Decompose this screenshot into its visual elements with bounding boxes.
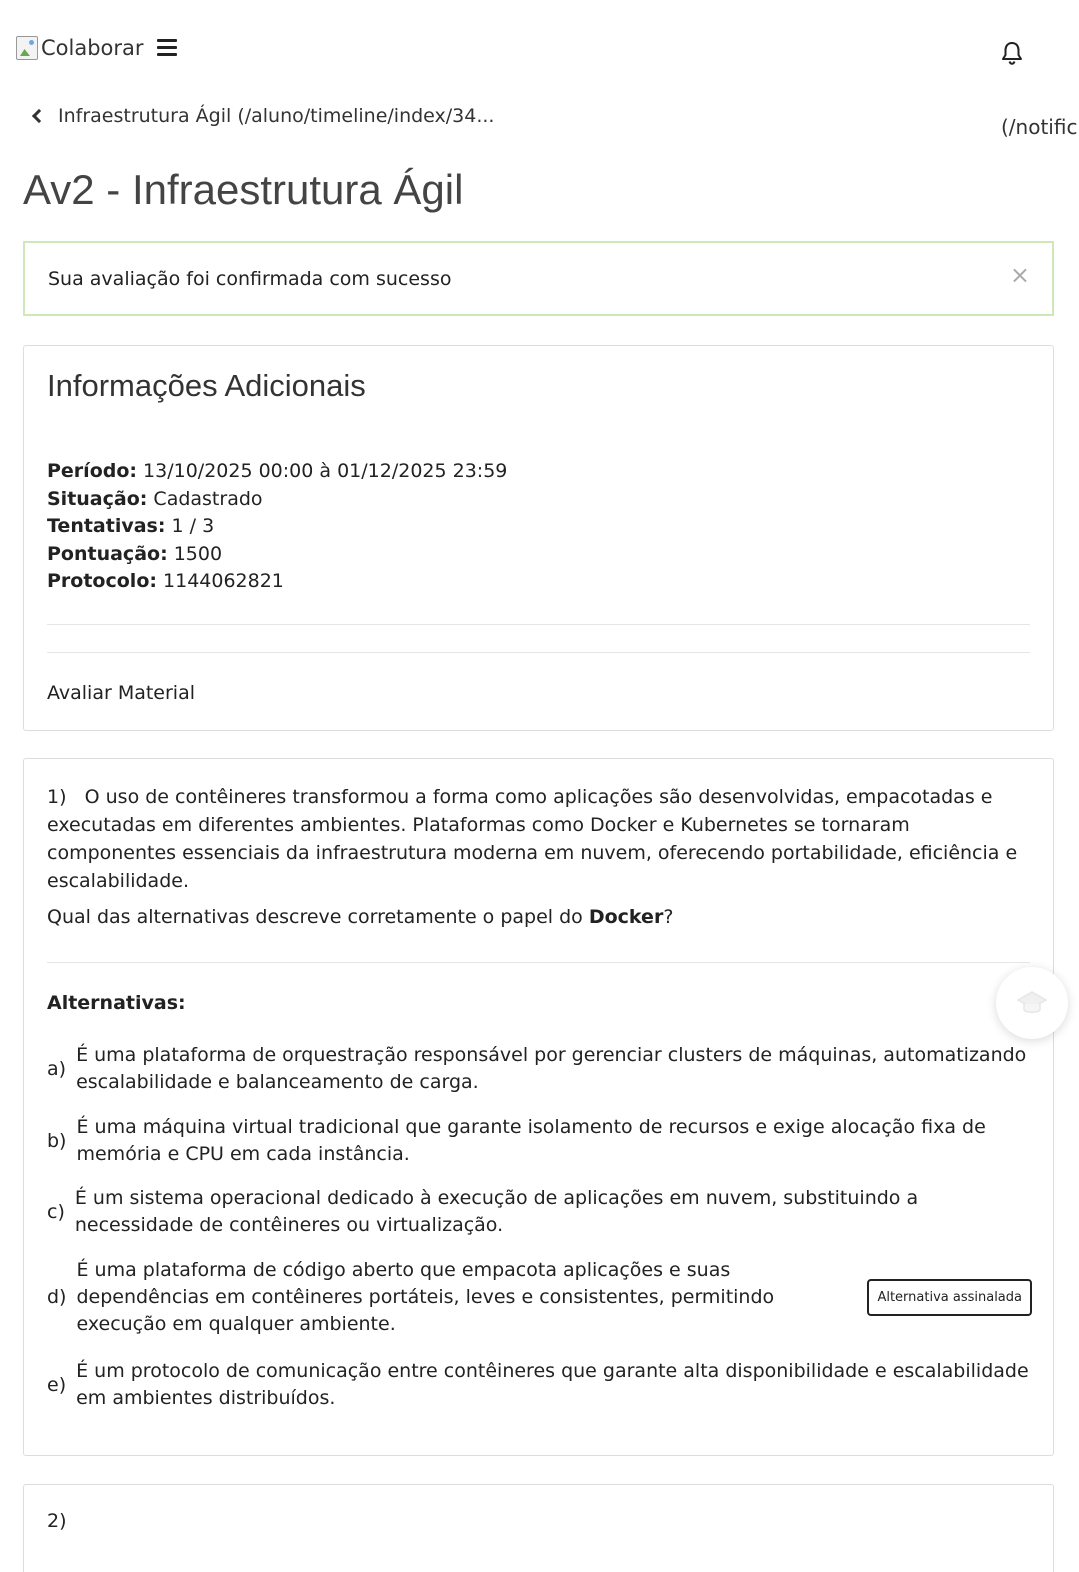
info-list (47, 458, 507, 596)
info-row-situacao: Situação: Cadastrado (47, 487, 263, 510)
info-title: Informações Adicionais (47, 368, 366, 403)
breadcrumb-back-link[interactable] (30, 105, 494, 127)
question-number: 2) (47, 1510, 67, 1532)
question-panel-1 (23, 758, 1054, 1456)
logo[interactable] (16, 36, 144, 60)
divider (47, 652, 1030, 653)
info-row-periodo: Período: 13/10/2025 00:00 à 01/12/2025 23:59 (47, 460, 508, 482)
broken-image-icon (16, 36, 38, 60)
bell-icon[interactable] (1000, 40, 1024, 66)
success-alert (23, 241, 1054, 316)
alternative-d[interactable]: d) É uma plataforma de código aberto que empacota aplicações e suas dependências em contêineres portáteis, leves e consistentes, permitindo execução em qualquer ambiente. Alternativa assinalada (47, 1257, 1032, 1338)
info-row-protocolo: Protocolo: 1144062821 (47, 570, 284, 592)
alternative-c[interactable]: c) É um sistema operacional dedicado à execução de aplicações em nuvem, substituindo a necessidade de contêineres ou virtualização. (47, 1187, 919, 1236)
info-row-tentativas: Tentativas: 1 / 3 (47, 515, 215, 537)
alternative-a[interactable]: a) É uma plataforma de orquestração responsável por gerenciar clusters de máquinas, automatizando escalabilidade e balanceamento de carga. (47, 1044, 1027, 1093)
page-title: Av2 - Infraestrutura Ágil (23, 166, 464, 213)
alert-message: Sua avaliação foi confirmada com sucesso (48, 268, 452, 290)
logo-alt-text: Colaborar (41, 36, 144, 60)
selected-badge: Alternativa assinalada (867, 1279, 1032, 1316)
chevron-left-icon (32, 109, 46, 123)
info-panel (23, 345, 1054, 731)
graduation-cap-icon (1016, 987, 1048, 1019)
alternatives-title: Alternativas: (47, 992, 186, 1014)
question-panel-2 (23, 1484, 1054, 1572)
top-bar (0, 0, 1079, 100)
notifications-link[interactable]: (/notific (1001, 115, 1078, 139)
question-ask: Qual das alternativas descreve corretamente o papel do Docker? (47, 906, 674, 928)
alternative-b[interactable]: b) É uma máquina virtual tradicional que garante isolamento de recursos e exige alocação fixa de memória e CPU em cada instância. (47, 1116, 986, 1165)
question-text: 1) O uso de contêineres transformou a forma como aplicações são desenvolvidas, empacotadas e executadas em diferentes ambientes. Plataformas como Docker e Kubernetes se tornaram componentes essenciais da infraestrutura moderna em nuvem, oferecendo portabilidade, eficiência e escalabilidade. (47, 786, 1018, 892)
avaliar-material-link[interactable]: Avaliar Material (47, 682, 196, 704)
hamburger-icon[interactable] (157, 39, 177, 57)
info-row-pontuacao: Pontuação: 1500 (47, 542, 223, 565)
floating-help-button[interactable] (996, 967, 1068, 1039)
divider (47, 962, 1030, 963)
alternative-e[interactable]: e) É um protocolo de comunicação entre contêineres que garante alta disponibilidade e escalabilidade em ambientes distribuídos. (47, 1360, 1029, 1409)
close-icon[interactable]: × (1009, 261, 1030, 289)
divider (47, 624, 1030, 625)
breadcrumb-label: Infraestrutura Ágil (/aluno/timeline/index/34... (58, 105, 495, 127)
